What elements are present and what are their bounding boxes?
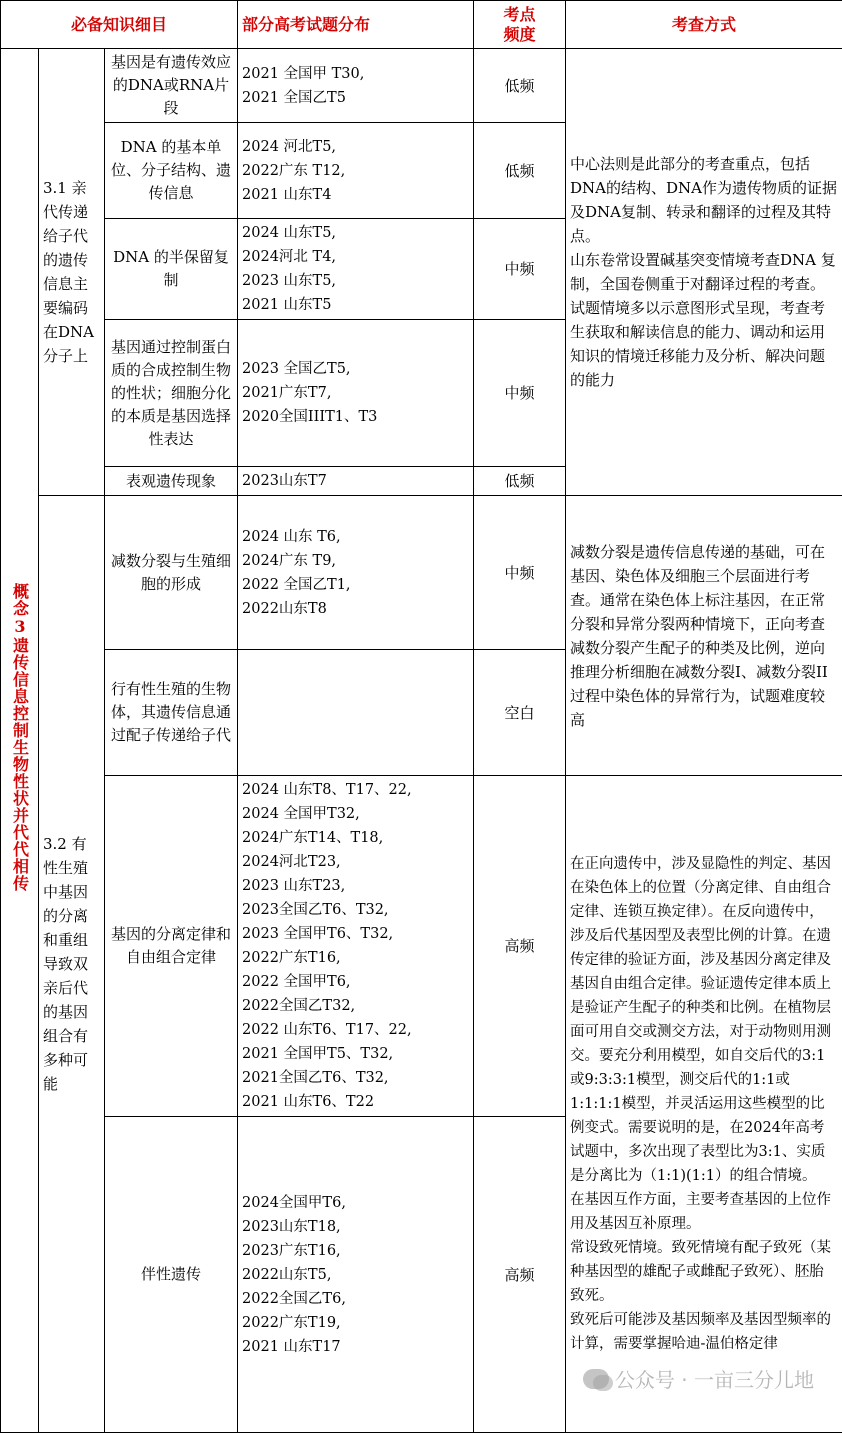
- frequency-value: 低频: [474, 467, 566, 496]
- knowledge-item: 减数分裂与生殖细胞的形成: [105, 496, 238, 650]
- method-text: 减数分裂是遗传信息传递的基础，可在基因、染色体及细胞三个层面进行考查。通常在染色体上标注基因，在正常分裂和异常分裂两种情境下，正向考查减数分裂产生配子的种类及比例，逆向推理分析细胞在减数分裂I、减数分裂II过程中染色体的异常行为，试题难度较高: [566, 496, 842, 776]
- table-row: [1, 496, 842, 650]
- exam-list: 2024 山东T5, 2024河北 T4, 2023 山东T5, 2021 山东T5: [238, 219, 474, 320]
- knowledge-item: 基因通过控制蛋白质的合成控制生物的性状；细胞分化的本质是基因选择性表达: [105, 320, 238, 467]
- method-text: 在正向遗传中，涉及显隐性的判定、基因在染色体上的位置（分离定律、自由组合定律、连锁互换定律）。在反向遗传中，涉及后代基因型及表型比例的计算。在遗传定律的验证方面，涉及基因分离定律及基因自由组合定律。验证遗传定律本质上是验证产生配子的种类和比例。在植物层面可用自交或测交方法，对于动物则用测交。要充分利用模型，如自交后代的3:1或9:3:3:1模型，测交后代的1:1或1:1:1:1模型，并灵活运用这些模型的比例变式。需要说明的是，在2024年高考试题中，多次出现了表型比为3:1、实质是分离比为（1:1)(1:1）的组合情境。 在基因互作方面，主要考查基因的上位作用及基因互补原理。 常设致死情境。致死情境有配子致死（某种基因型的雄配子或雌配子致死）、胚胎致死。 致死后可能涉及基因频率及基因型频率的计算，需要掌握哈迪-温伯格定律: [566, 776, 842, 1433]
- exam-list: 2024 河北T5, 2022广东 T12, 2021 山东T4: [238, 123, 474, 219]
- knowledge-item: 表观遗传现象: [105, 467, 238, 496]
- frequency-value: 低频: [474, 49, 566, 123]
- section-3-2-title: 3.2 有性生殖中基因的分离和重组导致双亲后代的基因组合有多种可能: [39, 496, 105, 1433]
- exam-list: 2024 山东 T6, 2024广东 T9, 2022 全国乙T1, 2022山东T8: [238, 496, 474, 650]
- knowledge-item: 行有性生殖的生物体，其遗传信息通过配子传递给子代: [105, 650, 238, 776]
- knowledge-item: DNA 的基本单位、分子结构、遗传信息: [105, 123, 238, 219]
- exam-list: 2021 全国甲 T30, 2021 全国乙T5: [238, 49, 474, 123]
- watermark-text: 公众号 · 一亩三分儿地: [615, 1364, 814, 1393]
- exam-list: 2023 全国乙T5, 2021广东T7, 2020全国IIIT1、T3: [238, 320, 474, 467]
- frequency-value: 中频: [474, 219, 566, 320]
- exam-list: [238, 650, 474, 776]
- knowledge-item: 基因是有遗传效应的DNA或RNA片段: [105, 49, 238, 123]
- knowledge-item: DNA 的半保留复制: [105, 219, 238, 320]
- watermark: [583, 1364, 814, 1393]
- table-row: [1, 49, 842, 123]
- header-knowledge: 必备知识细目: [1, 1, 238, 49]
- method-text: 中心法则是此部分的考查重点，包括DNA的结构、DNA作为遗传物质的证据及DNA复制、转录和翻译的过程及其特点。 山东卷常设置碱基突变情境考查DNA 复制，全国卷侧重于对翻译过程的考查。试题情境多以示意图形式呈现，考查考生获取和解读信息的能力、调动和运用知识的情境迁移能力及分析、解决问题的能力: [566, 49, 842, 496]
- header-row: [1, 1, 842, 49]
- knowledge-item: 伴性遗传: [105, 1117, 238, 1433]
- frequency-value: 空白: [474, 650, 566, 776]
- exam-list: 2024全国甲T6, 2023山东T18, 2023广东T16, 2022山东T5, 2022全国乙T6, 2022广东T19, 2021 山东T17: [238, 1117, 474, 1433]
- header-exams: 部分高考试题分布: [238, 1, 474, 49]
- concept-cell: [1, 49, 39, 1433]
- frequency-value: 高频: [474, 1117, 566, 1433]
- chat-bubble-icon: [583, 1369, 609, 1389]
- knowledge-item: 基因的分离定律和自由组合定律: [105, 776, 238, 1117]
- concept-label: 概念3遗传信息控制生物性状并代代相传: [8, 583, 32, 892]
- header-frequency: [474, 1, 566, 49]
- frequency-value: 高频: [474, 776, 566, 1117]
- frequency-value: 中频: [474, 496, 566, 650]
- section-3-1-title: 3.1 亲代传递给子代的遗传信息主要编码在DNA分子上: [39, 49, 105, 496]
- frequency-value: 低频: [474, 123, 566, 219]
- header-method: 考查方式: [566, 1, 842, 49]
- exam-list: 2024 山东T8、T17、22, 2024 全国甲T32, 2024广东T14、T18, 2024河北T23, 2023 山东T23, 2023全国乙T6、T32, 2023 全国甲T6、T32, 2022广东T16, 2022 全国甲T6, 2022全国乙T32, 2022 山东T6、T17、22, 2021 全国甲T5、T32, 2021全国乙T6、T32, 2021 山东T6、T22: [238, 776, 474, 1117]
- header-frequency-label: 考点频度: [502, 5, 537, 45]
- table-row: [1, 776, 842, 1117]
- frequency-value: 中频: [474, 320, 566, 467]
- exam-list: 2023山东T7: [238, 467, 474, 496]
